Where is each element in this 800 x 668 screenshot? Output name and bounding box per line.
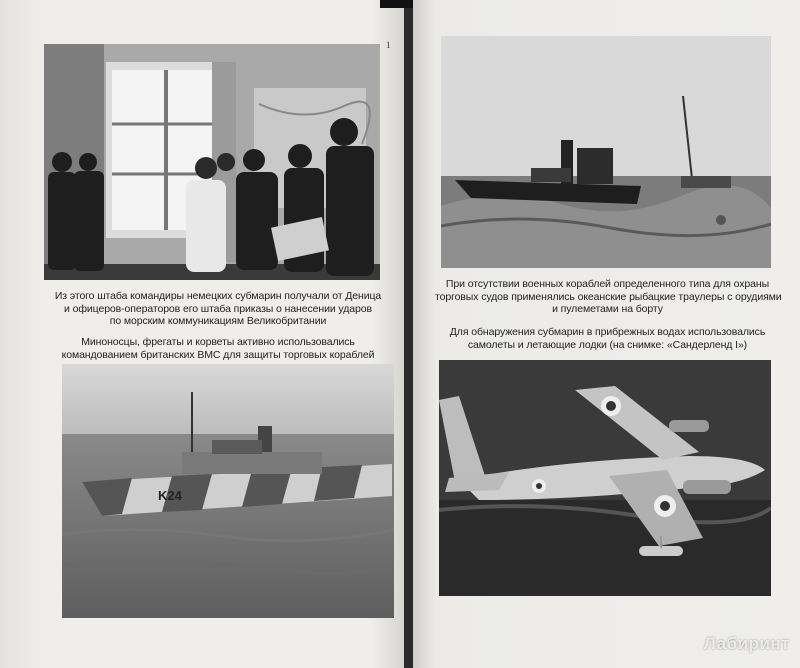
trawler-photo: [441, 36, 771, 268]
page-number: 1: [386, 40, 391, 50]
caption-line: и офицеров-операторов его штаба приказы о нанесении ударов: [64, 302, 372, 315]
caption-trawlers: [435, 278, 780, 316]
caption-line: торговых судов применялись океанские рыбацкие траулеры с орудиями: [435, 290, 782, 303]
caption-line: самолеты и летающие лодки (на снимке: «Сандерленд I»): [467, 338, 748, 351]
caption-headquarters: [48, 290, 388, 328]
officers-photo: [44, 44, 380, 280]
caption-line: командованием британских ВМС для защиты торговых кораблей: [61, 348, 375, 361]
caption-line: Миноносцы, фрегаты и корветы активно использовались: [81, 336, 355, 348]
warship-photo: [62, 364, 394, 618]
caption-line: и пулеметами на борту: [552, 303, 663, 315]
caption-aircraft: [435, 326, 780, 351]
caption-line: Для обнаружения субмарин в прибрежных водах использовались: [449, 326, 766, 338]
labirint-watermark: Лабиринт: [703, 634, 790, 653]
flying-boat-photo: [439, 360, 771, 596]
right-page: [413, 0, 800, 668]
caption-line: При отсутствии военных кораблей определенного типа для охраны: [445, 278, 770, 290]
caption-line: по морским коммуникациям Великобритании: [109, 315, 327, 327]
hull-marking: K24: [158, 488, 182, 503]
book-gutter: [404, 0, 413, 668]
caption-line: Из этого штаба командиры немецких субмарин получали от Деница: [54, 290, 382, 302]
